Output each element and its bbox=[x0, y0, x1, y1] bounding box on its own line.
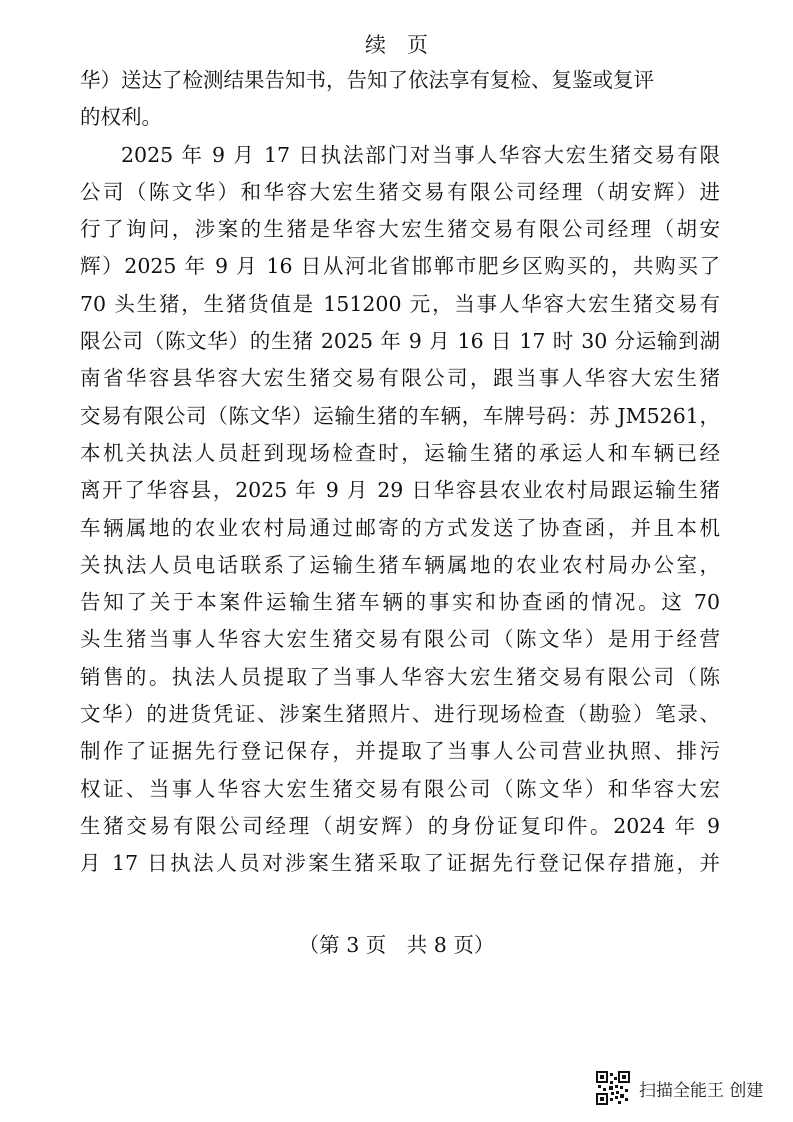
text-line: 告知了关于本案件运输生猪车辆的事实和协查函的情况。这 70 bbox=[80, 590, 720, 615]
text-line: 生猪交易有限公司经理（胡安辉）的身份证复印件。2024 年 9 bbox=[80, 813, 720, 838]
text-line: 权证、当事人华容大宏生猪交易有限公司（陈文华）和华容大宏 bbox=[80, 776, 720, 801]
text-line: 辉）2025 年 9 月 16 日从河北省邯郸市肥乡区购买的，共购买了 bbox=[80, 254, 720, 279]
document-body bbox=[80, 62, 720, 883]
text-line: 销售的。执法人员提取了当事人华容大宏生猪交易有限公司（陈 bbox=[80, 664, 720, 689]
text-line: 离开了华容县，2025 年 9 月 29 日华容县农业农村局跟运输生猪 bbox=[80, 478, 720, 503]
text-line: 头生猪当事人华容大宏生猪交易有限公司（陈文华）是用于经营 bbox=[80, 627, 720, 652]
text-line: 本机关执法人员赶到现场检查时，运输生猪的承运人和车辆已经 bbox=[80, 440, 720, 465]
qr-code-icon bbox=[596, 1071, 630, 1105]
text-line: 交易有限公司（陈文华）运输生猪的车辆，车牌号码：苏 JM5261， bbox=[80, 403, 720, 428]
text-line: 关执法人员电话联系了运输生猪车辆属地的农业农村局办公室， bbox=[80, 552, 720, 577]
page-number: （第 3 页 共 8 页） bbox=[298, 933, 495, 957]
watermark-text: 扫描全能王 创建 bbox=[639, 1080, 764, 1101]
page-title: 续 页 bbox=[365, 33, 428, 57]
text-line: 2025 年 9 月 17 日执法部门对当事人华容大宏生猪交易有限 bbox=[121, 142, 720, 167]
text-line: 公司（陈文华）和华容大宏生猪交易有限公司经理（胡安辉）进 bbox=[80, 179, 720, 204]
text-line: 车辆属地的农业农村局通过邮寄的方式发送了协查函，并且本机 bbox=[80, 515, 720, 540]
text-line: 制作了证据先行登记保存，并提取了当事人公司营业执照、排污 bbox=[80, 739, 720, 764]
text-line: 限公司（陈文华）的生猪 2025 年 9 月 16 日 17 时 30 分运输到湖 bbox=[80, 329, 720, 354]
text-line: 的权利。 bbox=[80, 105, 162, 130]
scanner-watermark bbox=[596, 1069, 763, 1107]
text-line: 70 头生猪，生猪货值是 151200 元，当事人华容大宏生猪交易有 bbox=[80, 291, 720, 316]
text-line: 南省华容县华容大宏生猪交易有限公司，跟当事人华容大宏生猪 bbox=[80, 366, 720, 391]
text-line: 文华）的进货凭证、涉案生猪照片、进行现场检查（勘验）笔录、 bbox=[80, 702, 720, 727]
text-line: 华）送达了检测结果告知书，告知了依法享有复检、复鉴或复评 bbox=[80, 68, 654, 92]
text-line: 行了询问，涉案的生猪是华容大宏生猪交易有限公司经理（胡安 bbox=[80, 217, 720, 242]
text-line: 月 17 日执法人员对涉案生猪采取了证据先行登记保存措施，并 bbox=[80, 851, 720, 876]
